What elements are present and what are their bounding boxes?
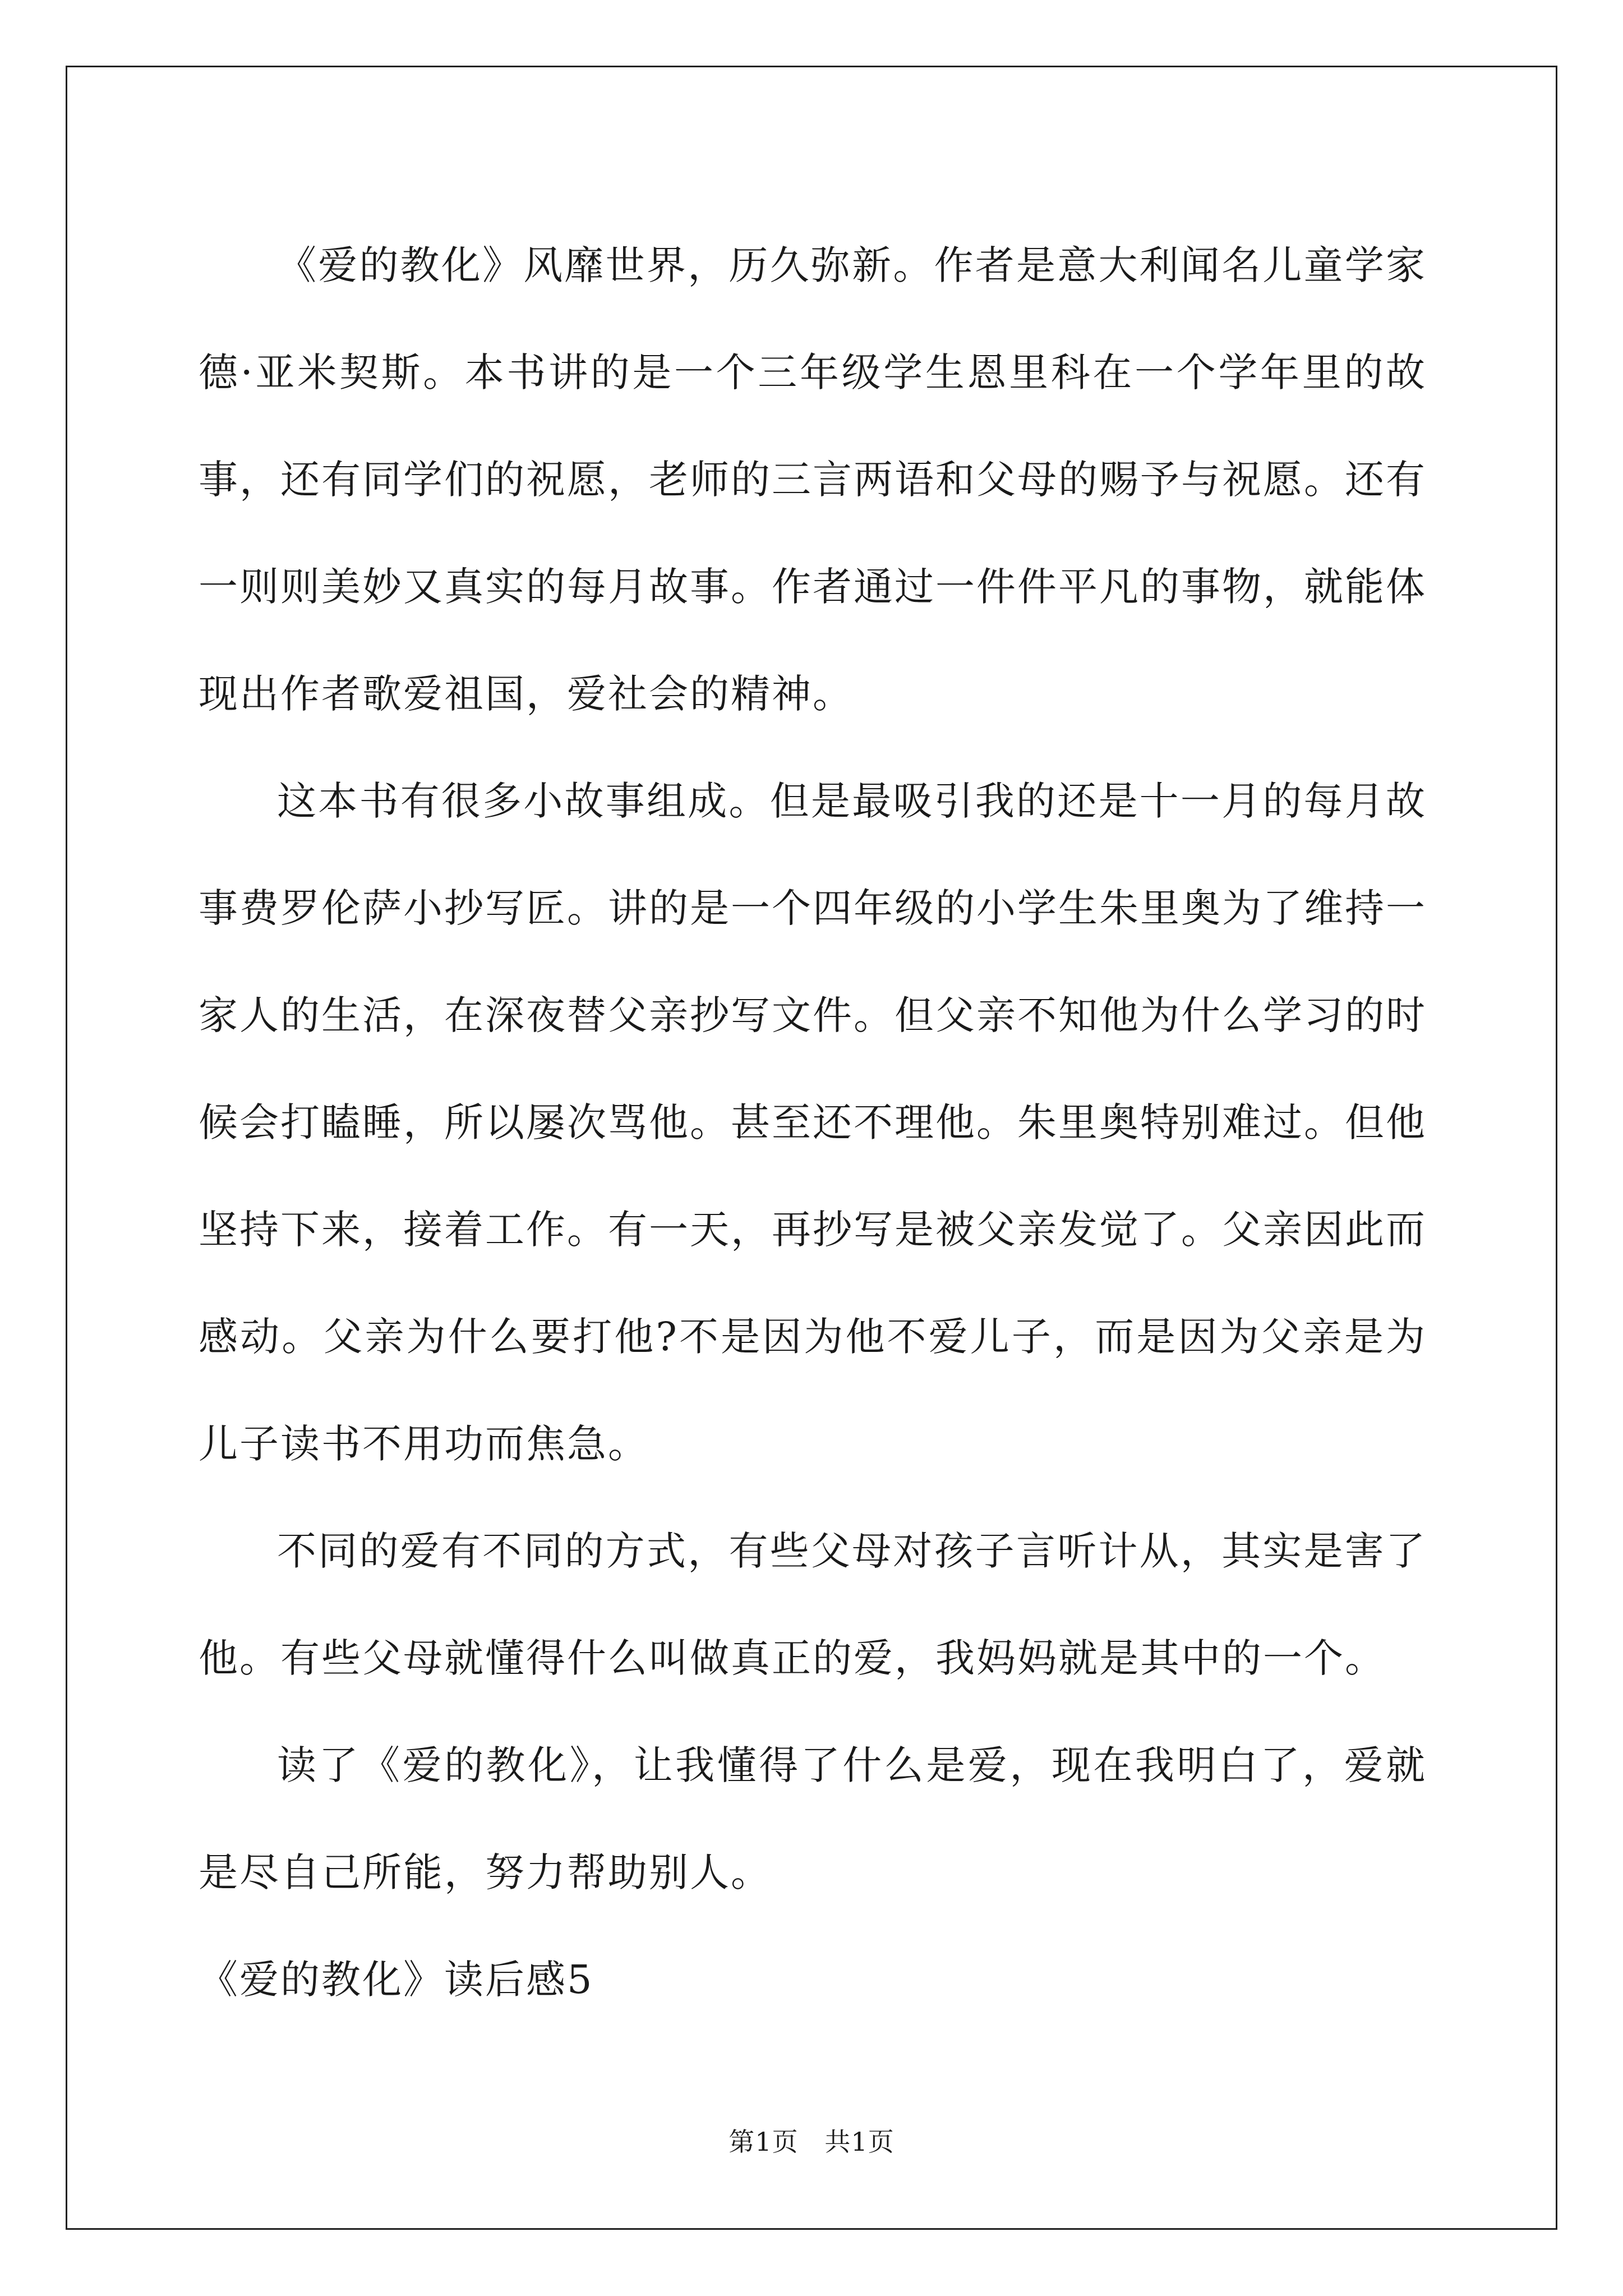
section-heading: 《爱的教化》读后感5 [199,1957,594,2003]
document-body [199,212,1427,2033]
paragraph-2: 这本书有很多小故事组成。但是最吸引我的还是十一月的每月故事费罗伦萨小抄写匠。讲的是一个四年级的小学生朱里奥为了维持一家人的生活，在深夜替父亲抄写文件。但父亲不知他为什么学习的时候会打瞌睡，所以屡次骂他。甚至还不理他。朱里奥特别难过。但他坚持下来，接着工作。有一天，再抄写是被父亲发觉了。父亲因此而感动。父亲为什么要打他?不是因为他不爱儿子，而是因为父亲是为儿子读书不用功而焦急。 [199,778,1427,1467]
paragraph-4: 读了《爱的教化》，让我懂得了什么是爱，现在我明白了，爱就是尽自己所能，努力帮助别人。 [199,1742,1427,1895]
page-footer: 第1页 共1页 [728,2127,895,2157]
paragraph-3: 不同的爱有不同的方式，有些父母对孩子言听计从，其实是害了他。有些父母就懂得什么叫做真正的爱，我妈妈就是其中的一个。 [199,1528,1427,1681]
paragraph-1: 《爱的教化》风靡世界，历久弥新。作者是意大利闻名儿童学家德·亚米契斯。本书讲的是一个三年级学生恩里科在一个学年里的故事，还有同学们的祝愿，老师的三言两语和父母的赐予与祝愿。还有一则则美妙又真实的每月故事。作者通过一件件平凡的事物，就能体现出作者歌爱祖国，爱社会的精神。 [199,242,1427,717]
